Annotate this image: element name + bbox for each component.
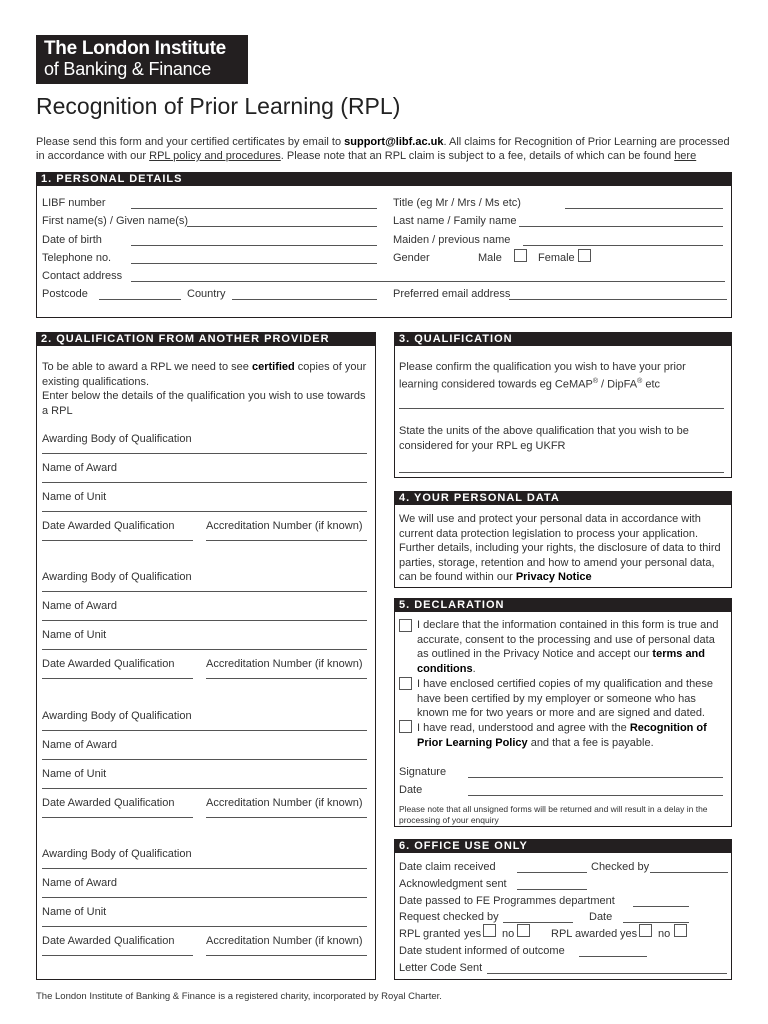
awarded-yes-label: yes <box>620 928 638 940</box>
section-1-header: 1. PERSONAL DETAILS <box>37 173 731 186</box>
accreditation-label: Accreditation Number (if known) <box>206 797 363 809</box>
postcode-field[interactable] <box>99 299 181 300</box>
awarding-body-label: Awarding Body of Qualification <box>42 848 192 860</box>
granted-no-checkbox[interactable] <box>517 924 530 937</box>
signature-field[interactable] <box>468 777 723 778</box>
awarding-body-field-4[interactable] <box>42 868 367 869</box>
telephone-field[interactable] <box>131 263 377 264</box>
declaration-checkbox-3[interactable] <box>399 720 412 733</box>
units-field[interactable] <box>399 472 724 473</box>
awarding-body-label: Awarding Body of Qualification <box>42 710 192 722</box>
date-awarded-label: Date Awarded Qualification <box>42 935 175 947</box>
checked-by-label: Checked by <box>591 861 650 873</box>
personal-details-section <box>36 172 732 318</box>
dob-field[interactable] <box>131 245 377 246</box>
rpl-awarded-label: RPL awarded <box>551 928 618 940</box>
rpl-granted-label: RPL granted <box>399 928 461 940</box>
granted-yes-checkbox[interactable] <box>483 924 496 937</box>
personal-data-section <box>394 491 732 588</box>
accreditation-field-3[interactable] <box>206 817 367 818</box>
office-date-field[interactable] <box>623 922 689 923</box>
unit-name-label: Name of Unit <box>42 768 107 780</box>
office-date-label: Date <box>589 911 613 923</box>
first-name-field[interactable] <box>187 226 377 227</box>
email-label: Preferred email address <box>393 288 511 300</box>
rpl-policy-link[interactable]: RPL policy and procedures <box>149 150 281 162</box>
award-name-label: Name of Award <box>42 739 118 751</box>
male-checkbox[interactable] <box>514 249 527 262</box>
telephone-label: Telephone no. <box>42 252 112 264</box>
declaration-text-1: I declare that the information contained in this form is true and accurate, consent to the processing and use of personal data as outlined in the Privacy Notice and accept our terms and conditions. <box>417 619 719 675</box>
libf-number-label: LIBF number <box>42 197 106 209</box>
accreditation-field-1[interactable] <box>206 540 367 541</box>
request-checked-label: Request checked by <box>399 911 499 923</box>
declaration-text-2: I have enclosed certified copies of my qualification and these have been certified by my employer or someone who has known me for two years or more and are signed and dated. <box>417 678 713 719</box>
unit-name-field-4[interactable] <box>42 926 367 927</box>
section-4-header: 4. YOUR PERSONAL DATA <box>395 492 731 505</box>
dob-label: Date of birth <box>42 234 102 246</box>
student-informed-field[interactable] <box>579 956 647 957</box>
declaration-section <box>394 598 732 827</box>
accreditation-field-2[interactable] <box>206 678 367 679</box>
intro-text: Please send this form and your certified certificates by email to support@libf.ac.uk. All claims for Recognition of Prior Learning are processed in accordance with our RPL policy and procedures. Please note that an RPL claim is subject to a fee, details of which can be found here <box>36 136 730 162</box>
accreditation-label: Accreditation Number (if known) <box>206 520 363 532</box>
date-awarded-field-3[interactable] <box>42 817 193 818</box>
unit-name-field-3[interactable] <box>42 788 367 789</box>
section-3-header: 3. QUALIFICATION <box>395 333 731 346</box>
female-label: Female <box>538 252 575 264</box>
section-3-text-2: State the units of the above qualification that you wish to be considered for your RPL eg UKFR <box>399 425 689 452</box>
award-name-field-2[interactable] <box>42 620 367 621</box>
signature-label: Signature <box>399 766 447 778</box>
awarded-no-label: no <box>658 928 671 940</box>
claim-received-label: Date claim received <box>399 861 496 873</box>
passed-fe-field[interactable] <box>633 906 689 907</box>
libf-number-field[interactable] <box>131 208 377 209</box>
award-name-field-3[interactable] <box>42 759 367 760</box>
declaration-date-label: Date <box>399 784 423 796</box>
section-3-text-1: Please confirm the qualification you wish to have your prior learning considered towards eg CeMAP® / DipFA® etc <box>399 361 686 391</box>
date-awarded-field-4[interactable] <box>42 955 193 956</box>
title-field[interactable] <box>565 208 723 209</box>
acknowledgment-field[interactable] <box>517 889 587 890</box>
title-label: Title (eg Mr / Mrs / Ms etc) <box>393 197 521 209</box>
letter-code-field[interactable] <box>487 973 727 974</box>
privacy-notice-link[interactable]: Privacy Notice <box>515 571 592 583</box>
unit-name-label: Name of Unit <box>42 906 107 918</box>
granted-no-label: no <box>502 928 515 940</box>
personal-data-text: We will use and protect your personal data in accordance with current data protection legislation to process your application. Further details, including your rights, the disclosure of data to third parties, storage, retention and how to amend your personal data, can be found within our Privacy Notice <box>399 513 721 583</box>
email-field[interactable] <box>509 299 727 300</box>
declaration-checkbox-1[interactable] <box>399 619 412 632</box>
support-email-link[interactable]: support@libf.ac.uk <box>344 136 444 148</box>
date-awarded-field-1[interactable] <box>42 540 193 541</box>
award-name-label: Name of Award <box>42 600 118 612</box>
passed-fe-label: Date passed to FE Programmes department <box>399 895 615 907</box>
granted-yes-label: yes <box>464 928 482 940</box>
libf-logo <box>36 35 248 84</box>
date-awarded-label: Date Awarded Qualification <box>42 520 175 532</box>
checked-by-field[interactable] <box>650 872 728 873</box>
accreditation-field-4[interactable] <box>206 955 367 956</box>
request-checked-field[interactable] <box>503 922 573 923</box>
declaration-date-field[interactable] <box>468 795 723 796</box>
male-label: Male <box>478 252 502 264</box>
award-name-label: Name of Award <box>42 462 118 474</box>
awarding-body-field-1[interactable] <box>42 453 367 454</box>
country-label: Country <box>187 288 226 300</box>
section-5-header: 5. DECLARATION <box>395 599 731 612</box>
student-informed-label: Date student informed of outcome <box>399 945 565 957</box>
address-label: Contact address <box>42 270 123 282</box>
female-checkbox[interactable] <box>578 249 591 262</box>
accreditation-label: Accreditation Number (if known) <box>206 658 363 670</box>
date-awarded-label: Date Awarded Qualification <box>42 658 175 670</box>
section-2-header: 2. QUALIFICATION FROM ANOTHER PROVIDER <box>37 333 375 346</box>
logo-line-1: The London Institute <box>44 38 226 59</box>
awarding-body-label: Awarding Body of Qualification <box>42 433 192 445</box>
qualification-provider-section <box>36 332 376 980</box>
logo-line-2: of Banking & Finance <box>44 59 212 79</box>
accreditation-label: Accreditation Number (if known) <box>206 935 363 947</box>
country-field[interactable] <box>232 299 377 300</box>
date-awarded-field-2[interactable] <box>42 678 193 679</box>
letter-code-label: Letter Code Sent <box>399 962 483 974</box>
fee-details-link[interactable]: here <box>674 150 697 162</box>
awarding-body-label: Awarding Body of Qualification <box>42 571 192 583</box>
claim-received-field[interactable] <box>517 872 587 873</box>
awarding-body-field-2[interactable] <box>42 591 367 592</box>
postcode-label: Postcode <box>42 288 88 300</box>
acknowledgment-label: Acknowledgment sent <box>399 878 507 890</box>
award-name-label: Name of Award <box>42 877 118 889</box>
last-name-field[interactable] <box>519 226 723 227</box>
unit-name-field-1[interactable] <box>42 511 367 512</box>
awarded-yes-checkbox[interactable] <box>639 924 652 937</box>
unit-name-field-2[interactable] <box>42 649 367 650</box>
qualification-section <box>394 332 732 478</box>
page-title: Recognition of Prior Learning (RPL) <box>36 93 401 119</box>
footer-text: The London Institute of Banking & Finance is a registered charity, incorporated by Royal Charter. <box>36 991 442 1002</box>
unit-name-label: Name of Unit <box>42 629 107 641</box>
section-6-header: 6. OFFICE USE ONLY <box>395 840 731 853</box>
declaration-checkbox-2[interactable] <box>399 677 412 690</box>
award-name-field-1[interactable] <box>42 482 367 483</box>
gender-label: Gender <box>393 252 430 264</box>
last-name-label: Last name / Family name <box>393 215 517 227</box>
award-name-field-4[interactable] <box>42 897 367 898</box>
unsigned-forms-note: Please note that all unsigned forms will be returned and will result in a delay in the processing of your enquiry <box>399 804 708 825</box>
address-field[interactable] <box>131 281 725 282</box>
maiden-name-field[interactable] <box>523 245 723 246</box>
date-awarded-label: Date Awarded Qualification <box>42 797 175 809</box>
declaration-text-3: I have read, understood and agree with the Recognition of Prior Learning Policy and that a fee is payable. <box>417 722 707 749</box>
qualification-field[interactable] <box>399 408 724 409</box>
maiden-name-label: Maiden / previous name <box>393 234 511 246</box>
unit-name-label: Name of Unit <box>42 491 107 503</box>
first-name-label: First name(s) / Given name(s) <box>42 215 189 227</box>
awarding-body-field-3[interactable] <box>42 730 367 731</box>
office-use-section <box>394 839 732 980</box>
section-2-intro: To be able to award a RPL we need to see certified copies of your existing qualifications. Enter below the details of the qualification you wish to use towards a RPL <box>42 361 367 417</box>
awarded-no-checkbox[interactable] <box>674 924 687 937</box>
